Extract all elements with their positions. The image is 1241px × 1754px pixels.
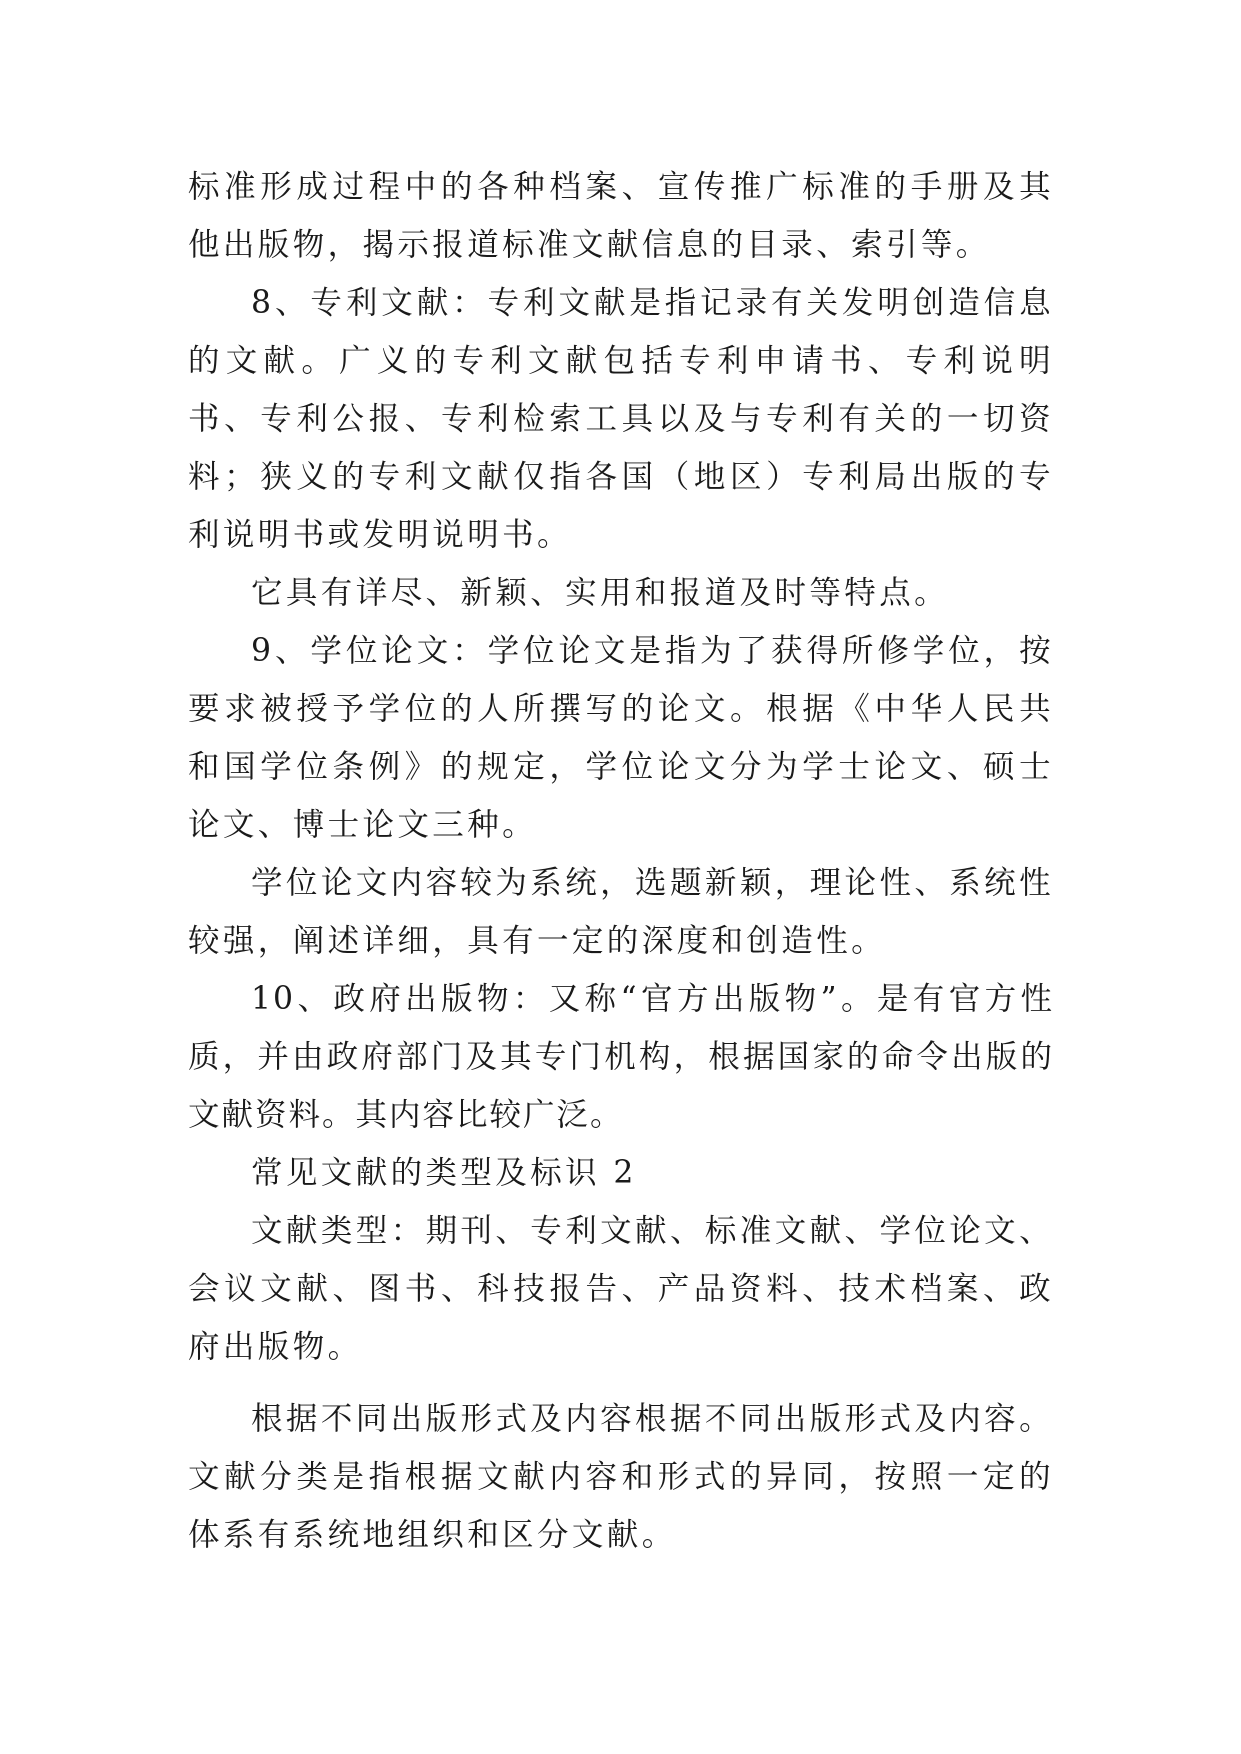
paragraph-patent-documents: 8、专利文献：专利文献是指记录有关发明创造信息的文献。广义的专利文献包括专利申请书、专利说明书、专利公报、专利检索工具以及与专利有关的一切资料；狭义的专利文献仅指各国（地区）专利局出版的专利说明书或发明说明书。 [188,285,1054,553]
paragraph-dissertation-features: 学位论文内容较为系统，选题新颖，理论性、系统性较强，阐述详细，具有一定的深度和创造性。 [188,865,1054,959]
paragraph-standards-continued: 标准形成过程中的各种档案、宣传推广标准的手册及其他出版物，揭示报道标准文献信息的目录、索引等。 [188,169,1054,263]
paragraph-dissertations: 9、学位论文：学位论文是指为了获得所修学位，按要求被授予学位的人所撰写的论文。根据《中华人民共和国学位条例》的规定，学位论文分为学士论文、硕士论文、博士论文三种。 [188,633,1054,843]
paragraph-patent-features: 它具有详尽、新颖、实用和报道及时等特点。 [251,575,950,611]
paragraph-government-publications: 10、政府出版物：又称“官方出版物”。是有官方性质，并由政府部门及其专门机构，根据国家的命令出版的文献资料。其内容比较广泛。 [188,981,1054,1133]
document-body [188,158,1054,1564]
paragraph-document-types: 文献类型：期刊、专利文献、标准文献、学位论文、会议文献、图书、科技报告、产品资料、技术档案、政府出版物。 [188,1213,1054,1365]
paragraph-classification: 根据不同出版形式及内容根据不同出版形式及内容。文献分类是指根据文献内容和形式的异同，按照一定的体系有系统地组织和区分文献。 [188,1401,1054,1553]
section-heading: 常见文献的类型及标识 2 [251,1155,637,1191]
